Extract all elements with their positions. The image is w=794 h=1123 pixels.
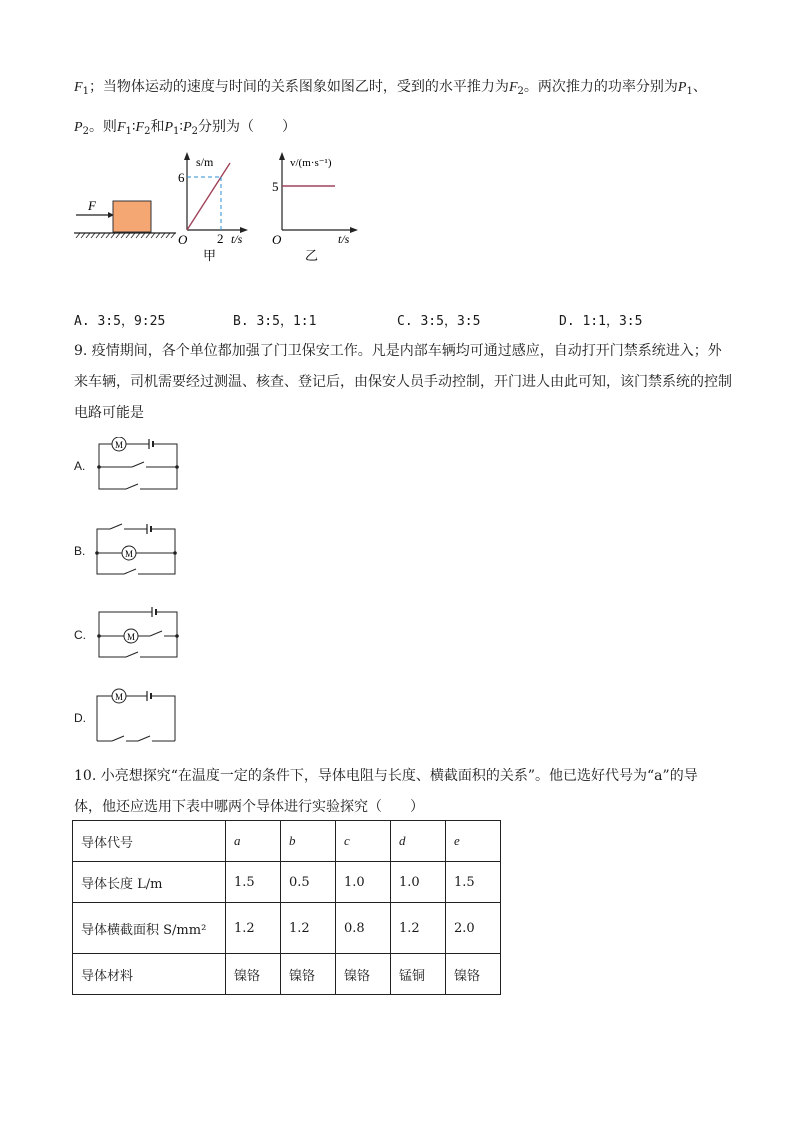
q9-circuit-a[interactable]	[96, 437, 180, 493]
table-cell: 1.2	[226, 903, 281, 954]
force-label: F	[88, 198, 96, 213]
table-cell: 1.2	[391, 903, 446, 954]
graph-jia	[178, 152, 248, 263]
q9-circuit-b[interactable]	[94, 520, 178, 578]
table-cell: 1.2	[281, 903, 336, 954]
table-cell: 镍铬	[281, 954, 336, 995]
graph-yi-ytick: 5	[272, 179, 279, 194]
ratio-colon: ∶	[179, 119, 184, 135]
motor-label: M	[127, 632, 136, 642]
table-cell: 镍铬	[336, 954, 391, 995]
table-cell: 2.0	[446, 903, 501, 954]
symbol: F	[135, 120, 145, 135]
table-cell: 镍铬	[446, 954, 501, 995]
text: ；当物体运动的速度与时间的关系图象如图乙时，受到的水平推力为	[88, 79, 509, 95]
table-cell: 镍铬	[226, 954, 281, 995]
motor-label: M	[115, 440, 124, 450]
motor-label: M	[115, 692, 124, 702]
table-cell: b	[281, 821, 336, 862]
q9-option-a-label[interactable]: A.	[74, 459, 86, 473]
table-cell: e	[446, 821, 501, 862]
q8-option-a[interactable]: A. 3:5，9:25	[74, 314, 166, 329]
subscript: 1	[173, 126, 180, 137]
text: 和	[150, 119, 165, 135]
graph-jia-ylabel: s/m	[196, 155, 214, 169]
table-cell: 1.5	[446, 862, 501, 903]
graph-jia-caption: 甲	[203, 248, 217, 263]
graph-yi-caption: 乙	[305, 248, 319, 263]
graph-yi-xlabel: t/s	[338, 232, 350, 246]
graph-jia-xtick: 2	[217, 231, 224, 246]
table-cell: 导体代号	[73, 821, 226, 862]
q10-text-line-2: 体，他还应选用下表中哪两个导体进行实验探究（ ）	[74, 799, 424, 815]
table-cell: a	[226, 821, 281, 862]
text: 。两次推力的功率分别为	[523, 79, 678, 95]
graph-jia-origin: O	[178, 232, 188, 247]
q9-text-line-1: 9. 疫情期间，各个单位都加强了门卫保安工作。凡是内部车辆均可通过感应，自动打开门禁系统进入；外	[74, 343, 722, 359]
q8-option-d[interactable]: D. 1:1，3:5	[559, 314, 643, 329]
table-cell: 1.5	[226, 862, 281, 903]
table-cell: d	[391, 821, 446, 862]
table-row	[73, 862, 501, 903]
text: 。则	[88, 119, 117, 135]
symbol-p2: P	[74, 120, 83, 135]
symbol: P	[183, 120, 192, 135]
graph-jia-xlabel: t/s	[231, 232, 243, 246]
subscript: 2	[82, 126, 89, 137]
q8-option-b[interactable]: B. 3:5，1:1	[233, 314, 317, 329]
subscript: 1	[125, 126, 132, 137]
q9-option-b-label[interactable]: B.	[74, 544, 86, 558]
symbol: P	[164, 120, 174, 135]
graph-yi-ylabel: v/(m·s⁻¹)	[290, 157, 332, 169]
symbol-p1: P	[677, 80, 687, 95]
q9-option-c-label[interactable]: C.	[74, 628, 86, 642]
table-cell: 导体材料	[73, 954, 226, 995]
block-with-force	[74, 198, 176, 238]
table-cell: 0.8	[336, 903, 391, 954]
block	[113, 201, 151, 232]
table-cell: 0.5	[281, 862, 336, 903]
s-t-line	[187, 163, 230, 230]
q9-circuit-c[interactable]	[96, 603, 180, 661]
table-cell: 导体横截面积 S/mm²	[73, 903, 226, 954]
table-cell: 1.0	[336, 862, 391, 903]
table-cell: 导体长度 L/m	[73, 862, 226, 903]
table-cell: c	[336, 821, 391, 862]
subscript: 2	[191, 126, 198, 137]
q8-option-c[interactable]: C. 3:5，3:5	[397, 314, 481, 329]
table-row	[73, 821, 501, 862]
motor-label: M	[125, 549, 134, 559]
symbol-f1: F	[74, 80, 83, 95]
q8-text-line-2	[74, 116, 296, 137]
ratio-colon: ∶	[131, 119, 136, 135]
q9-text-line-2: 来车辆，司机需要经过测温、核查、登记后，由保安人员手动控制，开门进人由此可知，该门禁系统的控制	[74, 374, 732, 390]
graph-yi	[272, 152, 358, 263]
q9-circuit-d[interactable]	[94, 687, 178, 745]
table-row	[73, 903, 501, 954]
subscript: 1	[686, 86, 693, 97]
table-row	[73, 954, 501, 995]
symbol-f2: F	[508, 80, 518, 95]
q10-text-line-1: 10. 小亮想探究“在温度一定的条件下，导体电阻与长度、横截面积的关系”。他已选好代号为“a”的导	[74, 768, 698, 784]
subscript: 2	[517, 86, 524, 97]
table-cell: 1.0	[391, 862, 446, 903]
q9-text-line-3: 电路可能是	[74, 405, 144, 421]
graph-yi-origin: O	[272, 232, 282, 247]
text: 、	[692, 79, 707, 95]
symbol: F	[116, 120, 126, 135]
conductor-table	[72, 820, 501, 995]
table-cell: 锰铜	[391, 954, 446, 995]
q8-figure	[70, 148, 370, 268]
q8-text-line-1	[74, 76, 707, 97]
subscript: 1	[82, 86, 89, 97]
q9-option-d-label[interactable]: D.	[74, 711, 86, 725]
text: 分别为（ ）	[198, 119, 296, 135]
graph-jia-ytick: 6	[178, 170, 185, 185]
subscript: 2	[144, 126, 151, 137]
